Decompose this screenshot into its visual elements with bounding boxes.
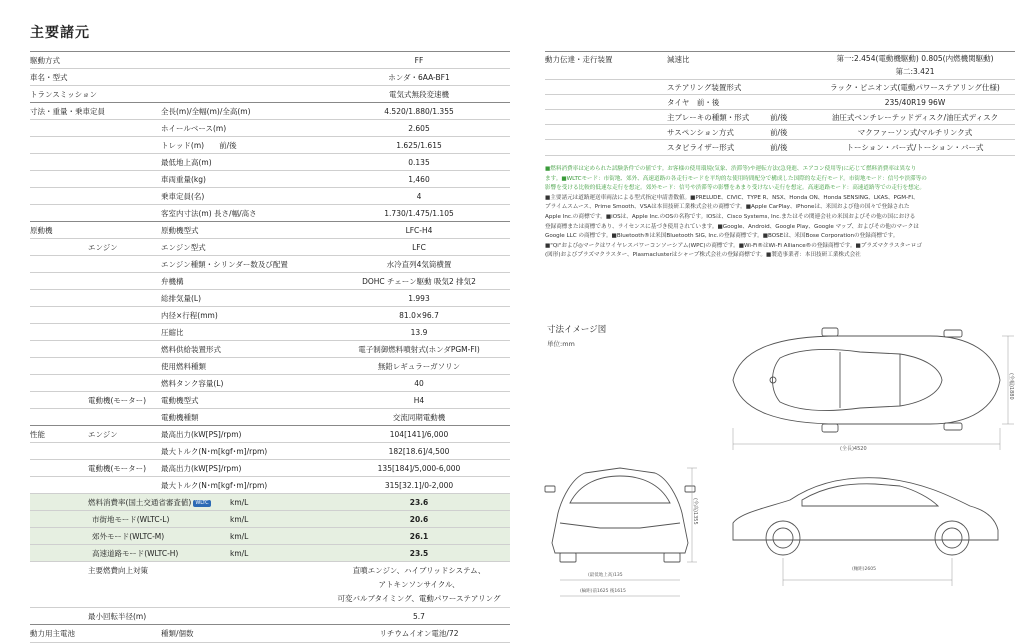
footnote-line: (図形)およびプラズマクラスター、Plasmaclusterはシャープ株式会社の登録商標です。■製造事業者：本田技研工業株式会社: [545, 252, 861, 259]
fuel-mode-value: 26.1: [409, 532, 429, 541]
spec-value: 13.9: [410, 328, 428, 337]
spec-row: [30, 357, 510, 375]
drivetrain-value-line: 235/40R19 96W: [884, 98, 946, 107]
drivetrain-item: 減速比: [667, 55, 690, 64]
spec-row: [30, 476, 510, 494]
drivetrain-value-line: 第一:2.454(電動機駆動) 0.805(内燃機関駆動): [836, 54, 994, 63]
measures-row: [30, 561, 510, 608]
footnotes: [545, 165, 1017, 261]
battery-row: [30, 624, 510, 643]
drivetrain-row: [545, 124, 1015, 140]
spec-item: 使用燃料種類: [161, 362, 206, 371]
drivetrain-row: [545, 51, 1015, 80]
spec-item: 原動機型式: [161, 226, 199, 235]
spec-category: 性能: [30, 430, 45, 439]
dimension-title: 寸法イメージ図: [547, 325, 607, 335]
spec-row: [30, 340, 510, 358]
spec-value: 1.625/1.615: [396, 141, 442, 150]
footnote-line: Google LLC の商標です。■Bluetooth®は米国Bluetooth SIG, Inc.の登録商標です。■BOSEは、米国Bose Corporationの登録商標です。: [545, 233, 899, 240]
drivetrain-value: [815, 52, 1015, 78]
wheelbase-label: (軸距)2605: [852, 567, 876, 572]
turning-value: 5.7: [413, 612, 425, 621]
spec-item: 電動機種類: [161, 413, 199, 422]
drivetrain-value-line: 油圧式ベンチレーテッドディスク/油圧式ディスク: [831, 113, 999, 122]
battery-category: 動力用主電池: [30, 629, 75, 638]
drivetrain-value: [815, 140, 1015, 155]
spec-value: 電気式無段変速機: [389, 90, 449, 99]
drivetrain-value: [815, 80, 1015, 95]
car-front-view-icon: [545, 468, 695, 562]
spec-value: 4.520/1.880/1.355: [384, 107, 454, 116]
spec-row: [30, 323, 510, 341]
spec-value: 1.730/1.475/1.105: [384, 209, 454, 218]
spec-item: ホイールベース(m): [161, 124, 227, 133]
car-side-view-icon: [733, 478, 998, 555]
spec-value: 2.605: [408, 124, 430, 133]
footnote-line: ■主要諸元は道路運送車両法による型式指定申請書数値。■PRELUDE、CIVIC、TYPE R、NSX、Honda ON、Honda SENSING、LKAS、PGM-FI、: [545, 194, 919, 201]
spec-item: 燃料供給装置形式: [161, 345, 221, 354]
fuel-mode-label: 高速道路モード(WLTC-H): [92, 549, 179, 558]
wltc-badge: WLTC: [195, 499, 209, 506]
fuel-mode-row: [30, 544, 510, 562]
measures-line-2: アトキンソンサイクル、: [378, 580, 460, 589]
measures-line-3: 可変バルブタイミング、電動パワーステアリング: [337, 594, 501, 603]
ground-label: (最低地上高)135: [588, 573, 623, 578]
measures-line-1: 直噴エンジン、ハイブリッドシステム、: [352, 566, 486, 575]
drivetrain-value-line: トーション・バー式/トーション・バー式: [846, 143, 984, 152]
fuel-mode-label: 市街地モード(WLTC-L): [92, 515, 170, 524]
spec-value: 交流同期電動機: [392, 413, 446, 422]
fuel-mode-value: 23.5: [409, 549, 429, 558]
page-title: 主要諸元: [30, 25, 90, 41]
spec-item: 内径×行程(mm): [161, 311, 218, 320]
spec-row: [30, 374, 510, 392]
spec-item: 圧縮比: [161, 328, 184, 337]
spec-item: 客室内寸法(m) 長さ/幅/高さ: [161, 209, 257, 218]
battery-value: リチウムイオン電池/72: [379, 629, 459, 638]
spec-item: 全長(m)/全幅(m)/全高(m): [161, 107, 251, 116]
spec-item: 乗車定員(名): [161, 192, 205, 201]
spec-category: トランスミッション: [30, 90, 97, 99]
drivetrain-value: [815, 110, 1015, 125]
spec-value: FF: [414, 56, 424, 65]
fuel-value: 23.6: [409, 498, 429, 507]
fuel-label: 燃料消費率(国土交通省審査値) WLTC: [88, 498, 209, 507]
footnote-line: Apple Inc.の商標です。■iOSは、Apple Inc.のOSの名称です。IOSは、Cisco Systems, Inc.またはその関連会社の米国およびその他の国における: [545, 213, 916, 220]
spec-row: [30, 306, 510, 324]
car-top-view-icon: [733, 328, 1000, 432]
spec-value: H4: [413, 396, 425, 405]
spec-row: [30, 272, 510, 290]
footnote-line: ■"Qi"および◎マークはワイヤレスパワーコンソーシアム(WPC)の商標です。■Wi-Fi®はWi-Fi Alliance®の登録商標です。■プラズマクラスターロゴ: [545, 242, 922, 249]
footnote-line: 影響を受ける比較的低速な走行を想定。郊外モード：信号や渋滞等の影響をあまり受けない走行を想定。高速道路モード：高速道路等での走行を想定。: [545, 185, 925, 192]
fuel-mode-label: 郊外モード(WLTC-M): [92, 532, 165, 541]
fuel-header-row: [30, 493, 510, 511]
drivetrain-value-line-2: 第二:3.421: [895, 67, 935, 76]
fuel-mode-unit: km/L: [230, 532, 249, 541]
spec-subcategory: エンジン: [88, 430, 118, 439]
spec-value: 0.135: [408, 158, 430, 167]
turning-row: [30, 607, 510, 625]
spec-subcategory: 電動機(モーター): [88, 464, 147, 473]
spec-subcategory: エンジン: [88, 243, 118, 252]
spec-item: 総排気量(L): [161, 294, 202, 303]
spec-item: 最大トルク(N･m[kgf･m]/rpm): [161, 481, 268, 490]
measures-value: [328, 562, 510, 606]
spec-row: [30, 255, 510, 273]
spec-item: エンジン種類・シリンダー数及び配置: [161, 260, 288, 269]
spec-value: 40: [414, 379, 424, 388]
length-label: (全長)4520: [840, 446, 867, 452]
battery-item: 種類/個数: [161, 629, 194, 638]
spec-value: 1.993: [408, 294, 430, 303]
spec-item: エンジン型式: [161, 243, 206, 252]
spec-row: [30, 289, 510, 307]
spec-value: 315[32.1]/0-2,000: [384, 481, 454, 490]
spec-item: 最大トルク(N･m[kgf･m]/rpm): [161, 447, 268, 456]
fuel-mode-row: [30, 510, 510, 528]
spec-value: 1,460: [408, 175, 430, 184]
drivetrain-row: [545, 94, 1015, 110]
drivetrain-item: 主ブレーキの種類・形式: [667, 113, 750, 122]
fuel-mode-unit: km/L: [230, 515, 249, 524]
drivetrain-row: [545, 79, 1015, 95]
footnote-line: ■燃料消費率は定められた試験条件での値です。お客様の使用環境(気象、渋滞等)や運転方法(急発進、エアコン使用等)に応じて燃料消費率は異なり: [545, 166, 917, 172]
footnote-line: 登録商標または商標であり、ライセンスに基づき使用されています。■Google、Android、Google Play、Google マップ、およびその他のマークは: [545, 223, 919, 230]
spec-subcategory: 電動機(モーター): [88, 396, 147, 405]
fuel-mode-value: 20.6: [409, 515, 429, 524]
spec-row: [30, 136, 510, 154]
spec-item: 燃料タンク容量(L): [161, 379, 224, 388]
spec-value: ホンダ・6AA-BF1: [388, 73, 450, 82]
drivetrain-item: タイヤ 前・後: [667, 98, 720, 107]
spec-item: 弁機構: [161, 277, 184, 286]
dimension-unit: 単位:mm: [547, 340, 575, 348]
tread-label: (輪距)前1625 後1615: [580, 589, 626, 594]
spec-category: 車名・型式: [30, 73, 68, 82]
spec-row: [30, 102, 510, 120]
spec-category: 原動機: [30, 226, 53, 235]
drivetrain-position: 前/後: [770, 143, 788, 152]
spec-value: DOHC チェーン駆動 吸気2 排気2: [362, 277, 476, 286]
spec-item: 最高出力(kW[PS]/rpm): [161, 464, 242, 473]
spec-row: [30, 187, 510, 205]
spec-row: [30, 442, 510, 460]
drivetrain-item: サスペンション方式: [667, 128, 734, 137]
drivetrain-value: [815, 125, 1015, 140]
spec-row: [30, 51, 510, 69]
spec-value: 無鉛レギュラーガソリン: [377, 362, 461, 371]
spec-value: 135[184]/5,000-6,000: [377, 464, 461, 473]
spec-row: [30, 238, 510, 256]
spec-item: 最高出力(kW[PS]/rpm): [161, 430, 242, 439]
drivetrain-value: [815, 95, 1015, 110]
fuel-mode-unit: km/L: [230, 549, 249, 558]
spec-value: 電子制御燃料噴射式(ホンダPGM-FI): [358, 345, 480, 354]
drivetrain-row: [545, 139, 1015, 156]
spec-item: 最低地上高(m): [161, 158, 212, 167]
spec-value: 4: [416, 192, 422, 201]
spec-row: [30, 204, 510, 222]
drivetrain-item: ステアリング装置形式: [667, 83, 742, 92]
spec-row: [30, 85, 510, 103]
turning-label: 最小回転半径(m): [88, 612, 147, 621]
width-label: (全幅)1880: [1008, 373, 1014, 400]
fuel-mode-row: [30, 527, 510, 545]
spec-value: 81.0×96.7: [399, 311, 439, 320]
spec-value: LFC: [412, 243, 426, 252]
spec-row: [30, 221, 510, 239]
spec-item: 車両重量(kg): [161, 175, 206, 184]
drivetrain-item: スタビライザー形式: [667, 143, 735, 152]
height-label: (全高)1355: [692, 498, 698, 525]
footnote-line: ます。■WLTCモード：市街地、郊外、高速道路の各走行モードを平均的な使用時間配分で構成した国際的な走行モード。市街地モード：信号や渋滞等の: [545, 175, 927, 182]
spec-item: トレッド(m) 前/後: [161, 141, 237, 150]
spec-row: [30, 459, 510, 477]
spec-value: 104[141]/6,000: [389, 430, 449, 439]
spec-category: 寸法・重量・乗車定員: [30, 107, 105, 116]
spec-row: [30, 119, 510, 137]
spec-row: [30, 425, 510, 443]
drivetrain-value-line: マクファーソン式/マルチリンク式: [857, 128, 973, 137]
spec-item: 電動機型式: [161, 396, 199, 405]
spec-row: [30, 391, 510, 409]
drivetrain-category: 動力伝達・走行装置: [545, 55, 613, 64]
spec-row: [30, 153, 510, 171]
dimension-diagram: [540, 318, 1018, 604]
spec-value: 182[18.6]/4,500: [388, 447, 450, 456]
measures-label: 主要燃費向上対策: [88, 566, 148, 575]
footnote-line: プライムスムース、Prime Smooth、VSAは本田技研工業株式会社の商標です。■Apple CarPlay、iPhoneは、米国および他の国々で登録された: [545, 204, 910, 211]
spec-category: 駆動方式: [30, 56, 60, 65]
fuel-unit: km/L: [230, 498, 249, 507]
spec-value: 水冷直列4気筒横置: [386, 260, 452, 269]
spec-value: LFC-H4: [405, 226, 433, 235]
drivetrain-row: [545, 109, 1015, 125]
spec-row: [30, 408, 510, 426]
drivetrain-position: 前/後: [770, 128, 788, 137]
spec-row: [30, 170, 510, 188]
drivetrain-value-line: ラック・ピニオン式(電動パワーステアリング仕様): [830, 83, 1000, 92]
drivetrain-position: 前/後: [770, 113, 788, 122]
spec-row: [30, 68, 510, 86]
